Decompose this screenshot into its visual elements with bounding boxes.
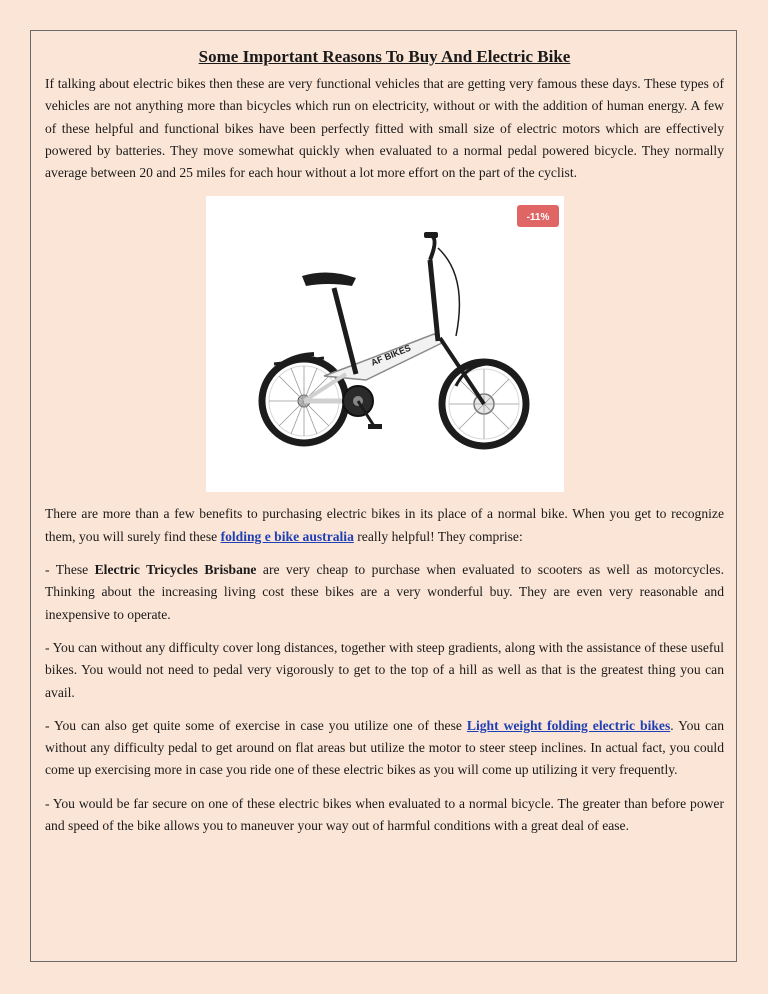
seat-post: [334, 288, 356, 374]
folding-e-bike-link[interactable]: folding e bike australia: [220, 528, 354, 544]
folding-bike-illustration: [206, 196, 564, 492]
benefits-intro-text-end: really helpful! They comprise:: [353, 528, 523, 544]
point1-text: are very cheap to purchase when evaluated to scooters as well as motorcycles. Thinking about the increasing living cost these bikes are a very wonderful buy. They are even very reasonable and inexpensive to operate.: [45, 562, 724, 622]
handlebar-stem: [430, 260, 438, 341]
benefit-point-4: - You would be far secure on one of these electric bikes when evaluated to a normal bicycle. The greater than before power and speed of the bike allows you to maneuver your way out of harmful conditions with a great deal of ease.: [45, 795, 724, 834]
frame-brand-text: AF BIKES: [369, 343, 412, 369]
bike-image: [206, 196, 564, 492]
benefit-point-2: - You can without any difficulty cover long distances, together with steep gradients, along with the assistance of these useful bikes. You would not need to pedal very vigorously to get to the top of a hill as well as that is the greatest thing you can avail.: [45, 639, 724, 700]
discount-badge-label: -11%: [526, 212, 549, 224]
point3-prefix: - You can also get quite some of exercise in case you utilize one of these: [45, 717, 467, 733]
handlebar-grip: [424, 232, 438, 238]
light-weight-folding-bikes-link[interactable]: Light weight folding electric bikes: [466, 717, 671, 733]
document-content: [45, 45, 724, 837]
document-page: [30, 30, 737, 962]
electric-tricycles-brisbane-keyword: Electric Tricycles Brisbane: [94, 562, 257, 578]
benefit-point-3: [45, 715, 724, 782]
benefits-intro-paragraph: [45, 503, 724, 548]
document-title: Some Important Reasons To Buy And Electric Bike: [198, 47, 571, 66]
point1-prefix: - These: [45, 562, 95, 578]
intro-paragraph: If talking about electric bikes then these are very functional vehicles that are getting very famous these days. These types of vehicles are not anything more than bicycles which run on electricity, without or with the addition of human energy. A few of these helpful and functional bikes have been perfectly fitted with small size of electric motors which are effectively powered by batteries. They move somewhat quickly when evaluated to a normal pedal powered bicycle. They normally average between 20 and 25 miles for each hour without a lot more effort on the part of the cyclist.: [45, 76, 724, 181]
benefit-point-1: [45, 559, 724, 626]
benefits-intro-text: There are more than a few benefits to purchasing electric bikes in its place of a normal bike. When you get to recognize them, you will surely find these: [45, 506, 724, 544]
point3-text: . You can without any difficulty pedal to get around on flat areas but utilize the motor to steer steep inclines. In actual fact, you could come up exercising more in case you ride one of these electric bikes as you will come up utilizing it very frequently.: [45, 717, 724, 778]
saddle: [302, 273, 356, 287]
